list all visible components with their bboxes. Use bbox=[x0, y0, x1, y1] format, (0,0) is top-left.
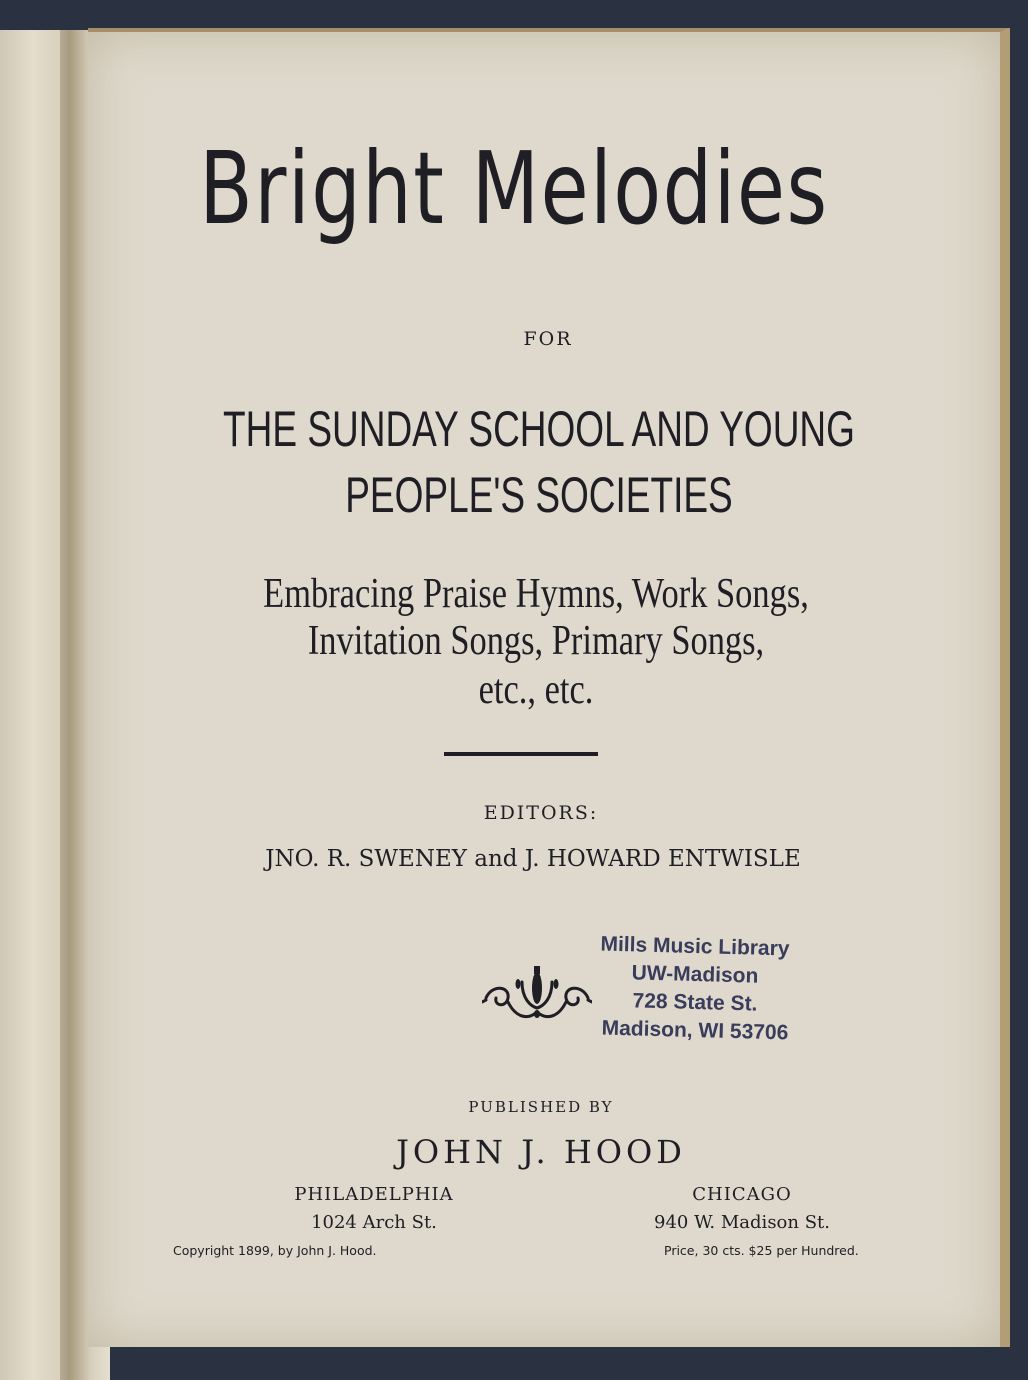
city-chicago: CHICAGO bbox=[692, 1184, 792, 1205]
library-stamp bbox=[590, 933, 800, 1045]
price-notice: Price, 30 cts. $25 per Hundred. bbox=[664, 1243, 859, 1258]
ornament-icon bbox=[482, 962, 592, 1026]
editors-label: EDITORS: bbox=[483, 802, 599, 824]
subtitle-line-1: THE SUNDAY SCHOOL AND YOUNG bbox=[223, 401, 855, 457]
city-philadelphia: PHILADELPHIA bbox=[294, 1184, 454, 1205]
embracing-line-3: etc., etc. bbox=[478, 667, 594, 713]
stamp-line-3: 728 State St. bbox=[632, 989, 758, 1016]
stamp-line-4: Madison, WI 53706 bbox=[601, 1016, 789, 1045]
book-title: Bright Melodies bbox=[199, 130, 829, 247]
copyright-notice: Copyright 1899, by John J. Hood. bbox=[173, 1243, 377, 1258]
embracing-line-2: Invitation Songs, Primary Songs, bbox=[307, 618, 765, 664]
published-by-label: PUBLISHED BY bbox=[468, 1098, 614, 1116]
stamp-line-1: Mills Music Library bbox=[600, 932, 790, 961]
publisher-name: JOHN J. HOOD bbox=[396, 1133, 686, 1171]
subtitle-line-2: PEOPLE'S SOCIETIES bbox=[345, 467, 733, 523]
address-chicago: 940 W. Madison St. bbox=[654, 1212, 830, 1233]
editors-names: JNO. R. SWENEY and J. HOWARD ENTWISLE bbox=[265, 846, 801, 872]
embracing-line-1: Embracing Praise Hymns, Work Songs, bbox=[263, 571, 809, 617]
address-philadelphia: 1024 Arch St. bbox=[311, 1212, 437, 1233]
for-label: FOR bbox=[523, 328, 573, 350]
stamp-line-2: UW-Madison bbox=[631, 961, 759, 988]
divider-rule bbox=[444, 752, 598, 756]
